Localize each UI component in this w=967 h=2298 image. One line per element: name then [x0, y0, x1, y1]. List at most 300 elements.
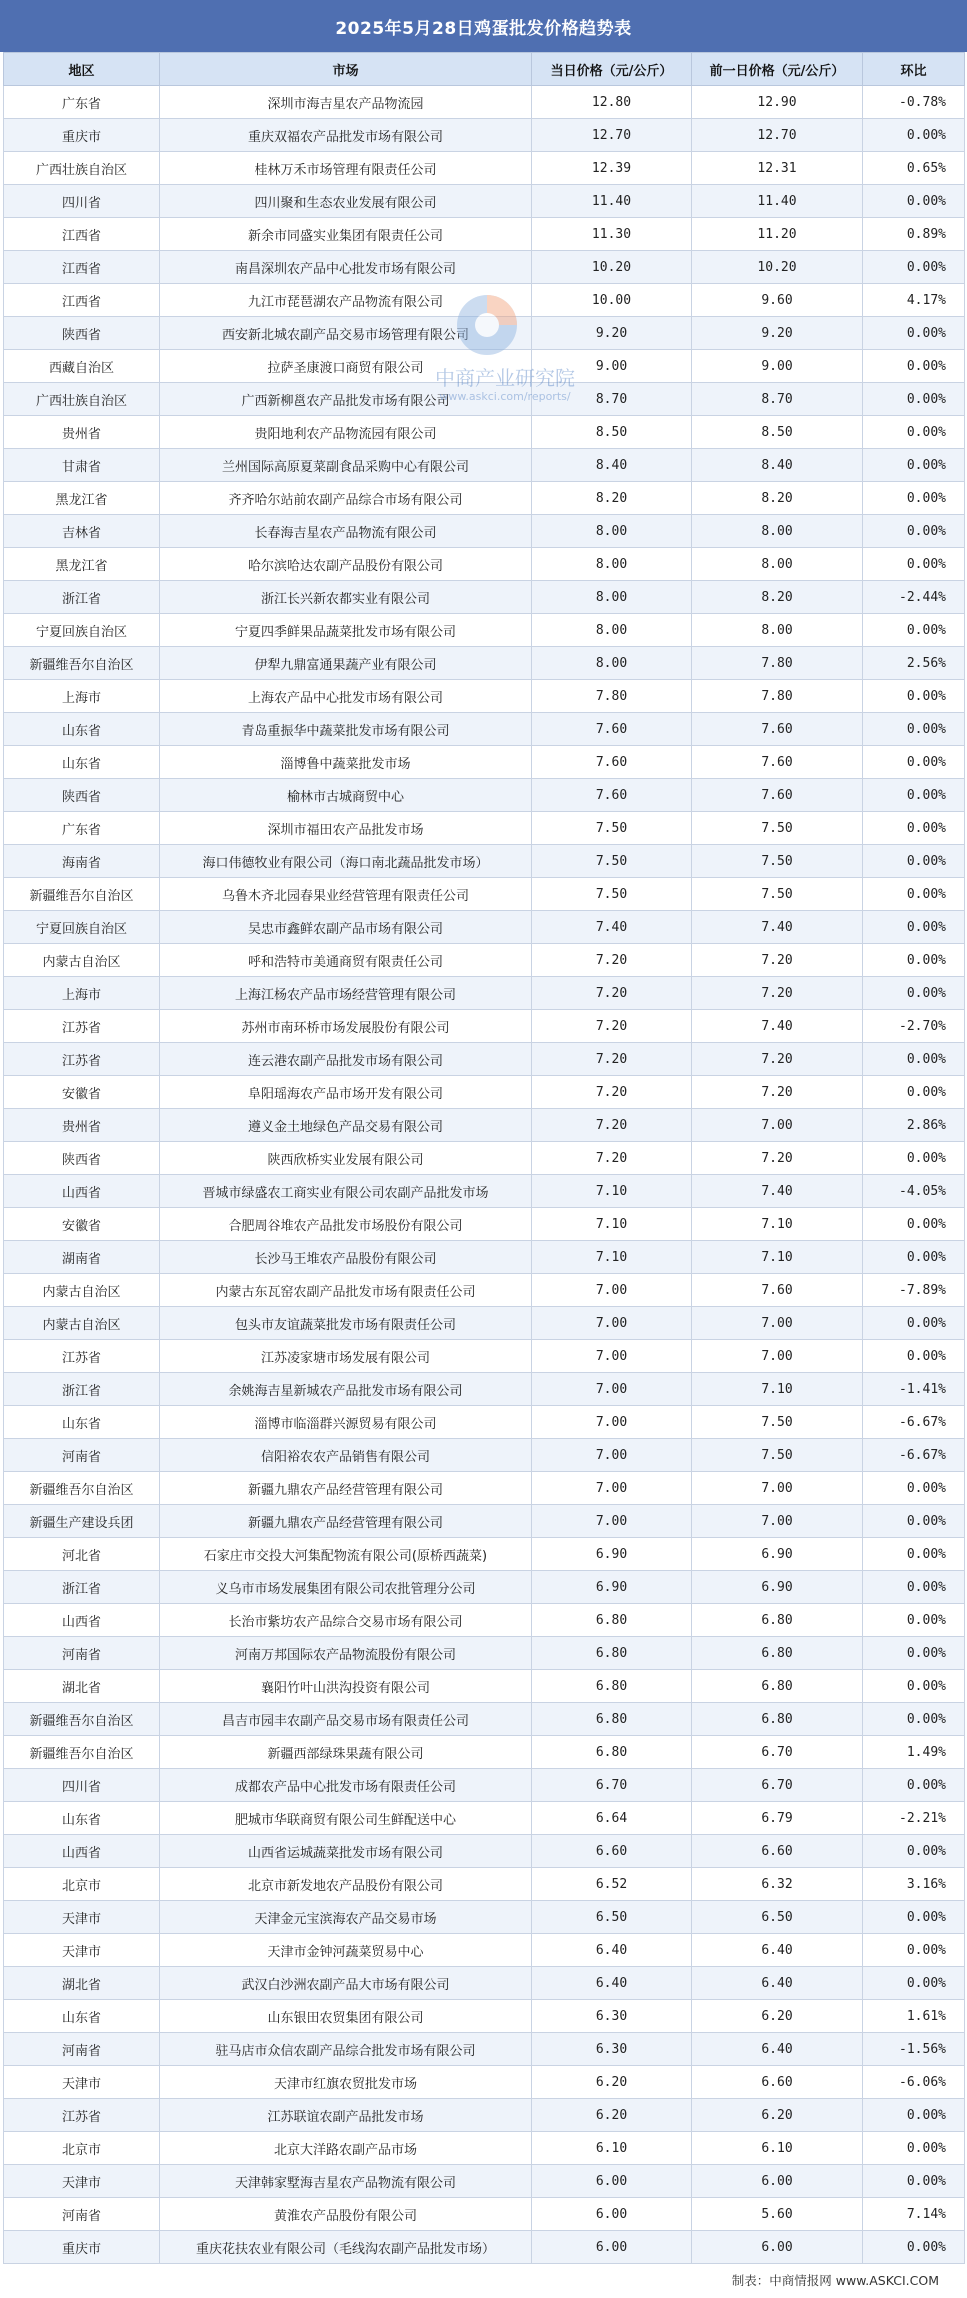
- cell-region: 广西壮族自治区: [4, 383, 160, 416]
- cell-market: 广西新柳邕农产品批发市场有限公司: [160, 383, 532, 416]
- cell-region: 内蒙古自治区: [4, 944, 160, 977]
- cell-prev-price: 12.70: [692, 119, 863, 152]
- cell-region: 黑龙江省: [4, 482, 160, 515]
- cell-market: 深圳市福田农产品批发市场: [160, 812, 532, 845]
- cell-market: 晋城市绿盛农工商实业有限公司农副产品批发市场: [160, 1175, 532, 1208]
- cell-change: 0.65%: [863, 152, 965, 185]
- cell-today-price: 10.20: [532, 251, 692, 284]
- cell-change: 0.00%: [863, 878, 965, 911]
- cell-prev-price: 6.32: [692, 1868, 863, 1901]
- cell-today-price: 7.60: [532, 779, 692, 812]
- cell-change: 4.17%: [863, 284, 965, 317]
- cell-market: 山东银田农贸集团有限公司: [160, 2000, 532, 2033]
- cell-change: 0.00%: [863, 1967, 965, 2000]
- cell-change: 0.00%: [863, 845, 965, 878]
- watermark-url: www.askci.com/reports/: [439, 390, 571, 403]
- cell-region: 河南省: [4, 2033, 160, 2066]
- cell-prev-price: 6.40: [692, 1934, 863, 1967]
- cell-today-price: 6.80: [532, 1637, 692, 1670]
- cell-change: 0.00%: [863, 1472, 965, 1505]
- cell-market: 天津金元宝滨海农产品交易市场: [160, 1901, 532, 1934]
- table-row: [4, 1901, 965, 1934]
- cell-today-price: 7.00: [532, 1505, 692, 1538]
- cell-market: 拉萨圣康渡口商贸有限公司: [160, 350, 532, 383]
- cell-prev-price: 7.40: [692, 911, 863, 944]
- cell-change: 0.00%: [863, 1901, 965, 1934]
- cell-today-price: 6.64: [532, 1802, 692, 1835]
- cell-prev-price: 7.50: [692, 1406, 863, 1439]
- cell-prev-price: 6.00: [692, 2165, 863, 2198]
- cell-market: 桂林万禾市场管理有限责任公司: [160, 152, 532, 185]
- cell-today-price: 9.20: [532, 317, 692, 350]
- table-row: [4, 977, 965, 1010]
- table-row: [4, 1505, 965, 1538]
- cell-market: 兰州国际高原夏菜副食品采购中心有限公司: [160, 449, 532, 482]
- cell-market: 驻马店市众信农副产品综合批发市场有限公司: [160, 2033, 532, 2066]
- cell-change: -6.67%: [863, 1406, 965, 1439]
- cell-prev-price: 7.60: [692, 779, 863, 812]
- column-header-today-price: 当日价格（元/公斤）: [532, 53, 692, 86]
- cell-region: 宁夏回族自治区: [4, 614, 160, 647]
- cell-today-price: 7.00: [532, 1274, 692, 1307]
- cell-region: 广东省: [4, 86, 160, 119]
- cell-prev-price: 7.50: [692, 812, 863, 845]
- cell-market: 新疆九鼎农产品经营管理有限公司: [160, 1505, 532, 1538]
- cell-change: 0.00%: [863, 1604, 965, 1637]
- cell-prev-price: 8.20: [692, 482, 863, 515]
- cell-prev-price: 7.80: [692, 647, 863, 680]
- cell-region: 天津市: [4, 1901, 160, 1934]
- cell-region: 四川省: [4, 1769, 160, 1802]
- cell-change: 0.00%: [863, 1307, 965, 1340]
- cell-region: 陕西省: [4, 317, 160, 350]
- cell-today-price: 6.50: [532, 1901, 692, 1934]
- cell-market: 石家庄市交投大河集配物流有限公司(原桥西蔬菜): [160, 1538, 532, 1571]
- table-row: [4, 647, 965, 680]
- cell-region: 北京市: [4, 2132, 160, 2165]
- cell-today-price: 6.00: [532, 2165, 692, 2198]
- cell-market: 重庆花扶农业有限公司（毛线沟农副产品批发市场）: [160, 2231, 532, 2264]
- table-header-row: [4, 53, 965, 86]
- cell-today-price: 6.30: [532, 2033, 692, 2066]
- cell-change: 0.00%: [863, 449, 965, 482]
- cell-today-price: 6.00: [532, 2231, 692, 2264]
- cell-prev-price: 7.20: [692, 977, 863, 1010]
- cell-change: 0.00%: [863, 779, 965, 812]
- cell-today-price: 7.20: [532, 1076, 692, 1109]
- table-row: [4, 284, 965, 317]
- cell-market: 天津韩家墅海吉星农产品物流有限公司: [160, 2165, 532, 2198]
- cell-region: 黑龙江省: [4, 548, 160, 581]
- cell-region: 安徽省: [4, 1076, 160, 1109]
- cell-prev-price: 9.00: [692, 350, 863, 383]
- table-row: [4, 317, 965, 350]
- cell-change: -2.70%: [863, 1010, 965, 1043]
- table-row: [4, 1076, 965, 1109]
- cell-market: 成都农产品中心批发市场有限责任公司: [160, 1769, 532, 1802]
- cell-prev-price: 11.40: [692, 185, 863, 218]
- table-row: [4, 2132, 965, 2165]
- cell-change: 0.00%: [863, 251, 965, 284]
- cell-market: 上海江杨农产品市场经营管理有限公司: [160, 977, 532, 1010]
- cell-region: 贵州省: [4, 1109, 160, 1142]
- table-row: [4, 1868, 965, 1901]
- cell-market: 昌吉市园丰农副产品交易市场有限责任公司: [160, 1703, 532, 1736]
- table-row: [4, 1472, 965, 1505]
- cell-change: 0.00%: [863, 2099, 965, 2132]
- cell-change: 0.00%: [863, 1076, 965, 1109]
- cell-today-price: 6.80: [532, 1670, 692, 1703]
- cell-prev-price: 8.20: [692, 581, 863, 614]
- cell-region: 新疆维吾尔自治区: [4, 647, 160, 680]
- cell-change: 0.00%: [863, 1703, 965, 1736]
- cell-region: 新疆维吾尔自治区: [4, 1703, 160, 1736]
- cell-change: 7.14%: [863, 2198, 965, 2231]
- cell-prev-price: 11.20: [692, 218, 863, 251]
- cell-region: 江苏省: [4, 1043, 160, 1076]
- table-row: [4, 185, 965, 218]
- cell-market: 浙江长兴新农都实业有限公司: [160, 581, 532, 614]
- cell-today-price: 6.90: [532, 1538, 692, 1571]
- cell-change: 0.00%: [863, 515, 965, 548]
- cell-region: 甘肃省: [4, 449, 160, 482]
- table-row: [4, 1175, 965, 1208]
- cell-market: 内蒙古东瓦窑农副产品批发市场有限责任公司: [160, 1274, 532, 1307]
- cell-market: 伊犁九鼎富通果蔬产业有限公司: [160, 647, 532, 680]
- cell-region: 江苏省: [4, 1340, 160, 1373]
- cell-market: 天津市金钟河蔬菜贸易中心: [160, 1934, 532, 1967]
- cell-today-price: 6.90: [532, 1571, 692, 1604]
- cell-market: 河南万邦国际农产品物流股份有限公司: [160, 1637, 532, 1670]
- table-row: [4, 515, 965, 548]
- cell-change: 0.00%: [863, 614, 965, 647]
- cell-prev-price: 7.10: [692, 1241, 863, 1274]
- cell-region: 重庆市: [4, 2231, 160, 2264]
- cell-prev-price: 7.40: [692, 1010, 863, 1043]
- footer-credit: 制表：中商情报网 www.ASKCI.COM: [731, 2273, 939, 2288]
- cell-market: 榆林市古城商贸中心: [160, 779, 532, 812]
- cell-today-price: 7.20: [532, 1010, 692, 1043]
- cell-change: 0.00%: [863, 482, 965, 515]
- cell-today-price: 7.00: [532, 1373, 692, 1406]
- cell-prev-price: 7.20: [692, 1076, 863, 1109]
- cell-region: 上海市: [4, 977, 160, 1010]
- cell-change: -2.21%: [863, 1802, 965, 1835]
- cell-change: 2.86%: [863, 1109, 965, 1142]
- cell-market: 陕西欣桥实业发展有限公司: [160, 1142, 532, 1175]
- cell-region: 江苏省: [4, 2099, 160, 2132]
- cell-region: 山西省: [4, 1604, 160, 1637]
- cell-change: 0.00%: [863, 911, 965, 944]
- cell-change: 0.00%: [863, 1835, 965, 1868]
- cell-change: -0.78%: [863, 86, 965, 119]
- table-row: [4, 86, 965, 119]
- cell-today-price: 6.10: [532, 2132, 692, 2165]
- table-row: [4, 449, 965, 482]
- table-row: [4, 2165, 965, 2198]
- table-row: [4, 152, 965, 185]
- cell-prev-price: 7.10: [692, 1208, 863, 1241]
- cell-prev-price: 10.20: [692, 251, 863, 284]
- cell-market: 青岛重振华中蔬菜批发市场有限公司: [160, 713, 532, 746]
- cell-prev-price: 5.60: [692, 2198, 863, 2231]
- cell-region: 河南省: [4, 2198, 160, 2231]
- cell-today-price: 6.40: [532, 1967, 692, 2000]
- cell-today-price: 7.00: [532, 1307, 692, 1340]
- cell-market: 南昌深圳农产品中心批发市场有限公司: [160, 251, 532, 284]
- cell-market: 义乌市市场发展集团有限公司农批管理分公司: [160, 1571, 532, 1604]
- cell-change: -6.06%: [863, 2066, 965, 2099]
- cell-prev-price: 6.80: [692, 1703, 863, 1736]
- cell-prev-price: 8.70: [692, 383, 863, 416]
- cell-today-price: 7.00: [532, 1439, 692, 1472]
- cell-region: 河南省: [4, 1637, 160, 1670]
- cell-region: 山东省: [4, 1406, 160, 1439]
- cell-change: -7.89%: [863, 1274, 965, 1307]
- table-row: [4, 1274, 965, 1307]
- cell-market: 深圳市海吉星农产品物流园: [160, 86, 532, 119]
- cell-region: 山西省: [4, 1175, 160, 1208]
- table-row: [4, 1340, 965, 1373]
- cell-today-price: 7.00: [532, 1472, 692, 1505]
- cell-today-price: 7.20: [532, 1142, 692, 1175]
- table-row: [4, 1835, 965, 1868]
- cell-today-price: 7.50: [532, 812, 692, 845]
- table-row: [4, 1571, 965, 1604]
- column-header-prev-price: 前一日价格（元/公斤）: [692, 53, 863, 86]
- cell-change: 0.00%: [863, 548, 965, 581]
- cell-prev-price: 8.50: [692, 416, 863, 449]
- table-row: [4, 614, 965, 647]
- table-row: [4, 581, 965, 614]
- cell-region: 江西省: [4, 218, 160, 251]
- cell-change: 0.00%: [863, 185, 965, 218]
- cell-market: 乌鲁木齐北园春果业经营管理有限责任公司: [160, 878, 532, 911]
- table-row: [4, 1307, 965, 1340]
- cell-market: 武汉白沙洲农副产品大市场有限公司: [160, 1967, 532, 2000]
- cell-prev-price: 6.90: [692, 1571, 863, 1604]
- cell-change: 0.00%: [863, 1241, 965, 1274]
- cell-change: 0.00%: [863, 944, 965, 977]
- cell-change: -1.56%: [863, 2033, 965, 2066]
- cell-prev-price: 6.80: [692, 1604, 863, 1637]
- table-row: [4, 1604, 965, 1637]
- table-title: 2025年5月28日鸡蛋批发价格趋势表: [0, 0, 967, 52]
- cell-market: 贵阳地利农产品物流园有限公司: [160, 416, 532, 449]
- cell-prev-price: 9.60: [692, 284, 863, 317]
- cell-change: 0.00%: [863, 713, 965, 746]
- price-table: [3, 52, 965, 2264]
- cell-market: 长春海吉星农产品物流有限公司: [160, 515, 532, 548]
- table-row: [4, 1109, 965, 1142]
- cell-change: 0.00%: [863, 2231, 965, 2264]
- cell-today-price: 7.20: [532, 1109, 692, 1142]
- table-row: [4, 1670, 965, 1703]
- cell-market: 淄博鲁中蔬菜批发市场: [160, 746, 532, 779]
- cell-prev-price: 7.00: [692, 1472, 863, 1505]
- table-row: [4, 218, 965, 251]
- cell-change: 0.00%: [863, 1505, 965, 1538]
- column-header-change: 环比: [863, 53, 965, 86]
- cell-today-price: 7.60: [532, 713, 692, 746]
- cell-today-price: 7.40: [532, 911, 692, 944]
- cell-prev-price: 6.90: [692, 1538, 863, 1571]
- cell-market: 吴忠市鑫鲜农副产品市场有限公司: [160, 911, 532, 944]
- cell-today-price: 8.40: [532, 449, 692, 482]
- cell-prev-price: 6.70: [692, 1736, 863, 1769]
- table-row: [4, 416, 965, 449]
- cell-today-price: 7.50: [532, 845, 692, 878]
- cell-region: 湖北省: [4, 1670, 160, 1703]
- cell-today-price: 8.00: [532, 647, 692, 680]
- cell-market: 齐齐哈尔站前农副产品综合市场有限公司: [160, 482, 532, 515]
- cell-change: 0.00%: [863, 680, 965, 713]
- cell-market: 余姚海吉星新城农产品批发市场有限公司: [160, 1373, 532, 1406]
- cell-change: 0.00%: [863, 746, 965, 779]
- cell-region: 广东省: [4, 812, 160, 845]
- cell-market: 新疆九鼎农产品经营管理有限公司: [160, 1472, 532, 1505]
- cell-prev-price: 7.00: [692, 1340, 863, 1373]
- cell-change: 0.00%: [863, 350, 965, 383]
- cell-today-price: 7.50: [532, 878, 692, 911]
- cell-today-price: 8.20: [532, 482, 692, 515]
- cell-region: 山东省: [4, 746, 160, 779]
- table-row: [4, 746, 965, 779]
- cell-today-price: 11.30: [532, 218, 692, 251]
- cell-prev-price: 6.80: [692, 1637, 863, 1670]
- cell-today-price: 6.30: [532, 2000, 692, 2033]
- cell-prev-price: 7.60: [692, 1274, 863, 1307]
- cell-region: 新疆生产建设兵团: [4, 1505, 160, 1538]
- cell-prev-price: 7.50: [692, 845, 863, 878]
- cell-region: 山西省: [4, 1835, 160, 1868]
- table-row: [4, 1043, 965, 1076]
- cell-region: 宁夏回族自治区: [4, 911, 160, 944]
- cell-region: 浙江省: [4, 581, 160, 614]
- cell-prev-price: 7.20: [692, 1043, 863, 1076]
- table-row: [4, 2231, 965, 2264]
- cell-today-price: 10.00: [532, 284, 692, 317]
- cell-region: 重庆市: [4, 119, 160, 152]
- cell-prev-price: 7.00: [692, 1109, 863, 1142]
- table-row: [4, 1736, 965, 1769]
- cell-market: 黄淮农产品股份有限公司: [160, 2198, 532, 2231]
- cell-today-price: 8.70: [532, 383, 692, 416]
- cell-prev-price: 8.00: [692, 515, 863, 548]
- table-row: [4, 944, 965, 977]
- cell-change: 1.61%: [863, 2000, 965, 2033]
- cell-region: 天津市: [4, 1934, 160, 1967]
- cell-region: 天津市: [4, 2165, 160, 2198]
- cell-prev-price: 6.20: [692, 2000, 863, 2033]
- cell-market: 苏州市南环桥市场发展股份有限公司: [160, 1010, 532, 1043]
- cell-prev-price: 9.20: [692, 317, 863, 350]
- cell-region: 江西省: [4, 284, 160, 317]
- table-row: [4, 680, 965, 713]
- cell-today-price: 6.70: [532, 1769, 692, 1802]
- cell-region: 山东省: [4, 1802, 160, 1835]
- cell-market: 西安新北城农副产品交易市场管理有限公司: [160, 317, 532, 350]
- cell-region: 陕西省: [4, 779, 160, 812]
- table-row: [4, 482, 965, 515]
- table-row: [4, 251, 965, 284]
- cell-region: 吉林省: [4, 515, 160, 548]
- table-row: [4, 878, 965, 911]
- cell-change: 0.00%: [863, 977, 965, 1010]
- cell-market: 北京市新发地农产品股份有限公司: [160, 1868, 532, 1901]
- cell-market: 包头市友谊蔬菜批发市场有限责任公司: [160, 1307, 532, 1340]
- table-row: [4, 1769, 965, 1802]
- cell-region: 新疆维吾尔自治区: [4, 878, 160, 911]
- cell-change: 0.00%: [863, 1934, 965, 1967]
- cell-prev-price: 12.90: [692, 86, 863, 119]
- cell-today-price: 7.00: [532, 1340, 692, 1373]
- cell-today-price: 6.80: [532, 1604, 692, 1637]
- cell-change: 0.00%: [863, 1769, 965, 1802]
- cell-prev-price: 7.80: [692, 680, 863, 713]
- cell-region: 海南省: [4, 845, 160, 878]
- table-row: [4, 1373, 965, 1406]
- cell-today-price: 7.00: [532, 1406, 692, 1439]
- cell-market: 江苏联谊农副产品批发市场: [160, 2099, 532, 2132]
- cell-today-price: 6.00: [532, 2198, 692, 2231]
- cell-prev-price: 7.50: [692, 1439, 863, 1472]
- cell-prev-price: 7.20: [692, 1142, 863, 1175]
- cell-prev-price: 6.50: [692, 1901, 863, 1934]
- cell-change: 0.00%: [863, 317, 965, 350]
- table-row: [4, 2000, 965, 2033]
- cell-today-price: 12.39: [532, 152, 692, 185]
- table-row: [4, 350, 965, 383]
- cell-prev-price: 7.10: [692, 1373, 863, 1406]
- table-row: [4, 812, 965, 845]
- table-row: [4, 1406, 965, 1439]
- cell-today-price: 6.80: [532, 1703, 692, 1736]
- cell-market: 天津市红旗农贸批发市场: [160, 2066, 532, 2099]
- cell-prev-price: 7.60: [692, 713, 863, 746]
- cell-market: 海口伟德牧业有限公司（海口南北蔬品批发市场）: [160, 845, 532, 878]
- cell-region: 山东省: [4, 2000, 160, 2033]
- cell-change: -2.44%: [863, 581, 965, 614]
- table-body: [4, 86, 965, 2264]
- watermark-name: 中商产业研究院: [435, 366, 575, 390]
- cell-market: 江苏凌家塘市场发展有限公司: [160, 1340, 532, 1373]
- cell-region: 河南省: [4, 1439, 160, 1472]
- table-row: [4, 845, 965, 878]
- table-row: [4, 2198, 965, 2231]
- cell-today-price: 6.60: [532, 1835, 692, 1868]
- cell-region: 陕西省: [4, 1142, 160, 1175]
- cell-change: 0.00%: [863, 2132, 965, 2165]
- cell-change: -1.41%: [863, 1373, 965, 1406]
- cell-prev-price: 7.00: [692, 1505, 863, 1538]
- table-row: [4, 2033, 965, 2066]
- cell-today-price: 6.20: [532, 2099, 692, 2132]
- cell-today-price: 12.80: [532, 86, 692, 119]
- cell-change: 0.00%: [863, 1571, 965, 1604]
- cell-prev-price: 6.70: [692, 1769, 863, 1802]
- cell-market: 合肥周谷堆农产品批发市场股份有限公司: [160, 1208, 532, 1241]
- cell-change: 0.00%: [863, 383, 965, 416]
- cell-market: 信阳裕农农产品销售有限公司: [160, 1439, 532, 1472]
- cell-today-price: 11.40: [532, 185, 692, 218]
- cell-change: 0.00%: [863, 812, 965, 845]
- table-row: [4, 1802, 965, 1835]
- cell-prev-price: 6.80: [692, 1670, 863, 1703]
- cell-change: 0.00%: [863, 1340, 965, 1373]
- table-row: [4, 119, 965, 152]
- cell-prev-price: 7.00: [692, 1307, 863, 1340]
